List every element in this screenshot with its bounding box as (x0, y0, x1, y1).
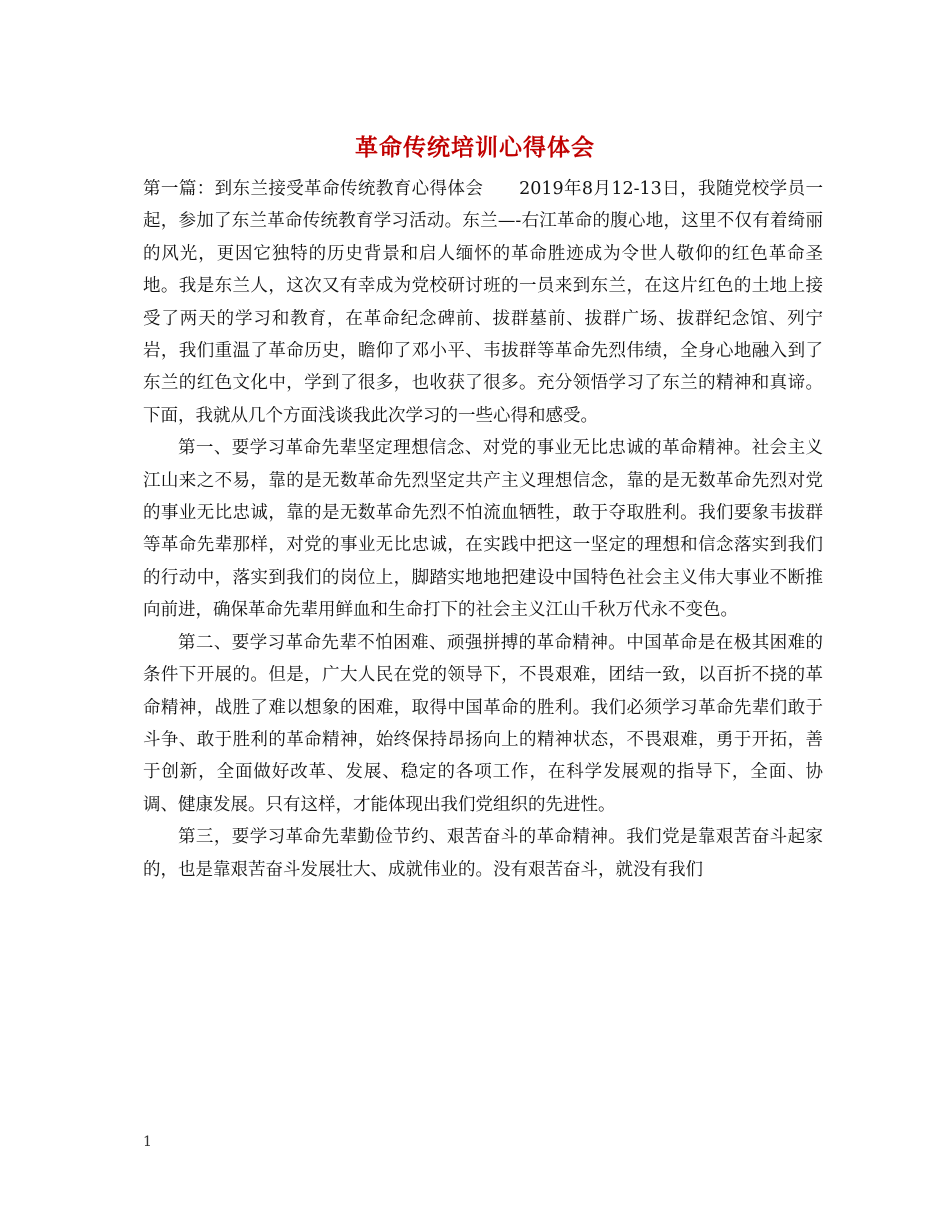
paragraph-2: 第一、要学习革命先辈坚定理想信念、对党的事业无比忠诚的革命精神。社会主义江山来之不易，靠的是无数革命先烈坚定共产主义理想信念，靠的是无数革命先烈对党的事业无比忠诚，靠的是无数革命先烈不怕流血牺牲，敢于夺取胜利。我们要象韦拔群等革命先辈那样，对党的事业无比忠诚，在实践中把这一坚定的理想和信念落实到我们的行动中，落实到我们的岗位上，脚踏实地地把建设中国特色社会主义伟大事业不断推向前进，确保革命先辈用鲜血和生命打下的社会主义江山千秋万代永不变色。 (143, 438, 823, 621)
document-body (143, 173, 823, 886)
paragraph-3: 第二、要学习革命先辈不怕困难、顽强拼搏的革命精神。中国革命是在极其困难的条件下开展的。但是，广大人民在党的领导下，不畏艰难，团结一致，以百折不挠的革命精神，战胜了难以想象的困难，取得中国革命的胜利。我们必须学习革命先辈们敢于斗争、敢于胜利的革命精神，始终保持昂扬向上的精神状态，不畏艰难，勇于开拓，善于创新，全面做好改革、发展、稳定的各项工作，在科学发展观的指导下，全面、协调、健康发展。只有这样，才能体现出我们党组织的先进性。 (143, 632, 823, 815)
page-number: 1 (143, 1134, 152, 1150)
paragraph-1: 第一篇：到东兰接受革命传统教育心得体会 2019年8月12-13日，我随党校学员一起，参加了东兰革命传统教育学习活动。东兰—-右江革命的腹心地，这里不仅有着绮丽的风光，更因它独特的历史背景和启人缅怀的革命胜迹成为令世人敬仰的红色革命圣地。我是东兰人，这次又有幸成为党校研讨班的一员来到东兰，在这片红色的土地上接受了两天的学习和教育，在革命纪念碑前、拔群墓前、拔群广场、拔群纪念馆、列宁岩，我们重温了革命历史，瞻仰了邓小平、韦拔群等革命先烈伟绩，全身心地融入到了东兰的红色文化中，学到了很多，也收获了很多。充分领悟学习了东兰的精神和真谛。下面，我就从几个方面浅谈我此次学习的一些心得和感受。 (143, 179, 823, 426)
document-title: 革命传统培训心得体会 (355, 134, 595, 161)
paragraph-4: 第三，要学习革命先辈勤俭节约、艰苦奋斗的革命精神。我们党是靠艰苦奋斗起家的，也是靠艰苦奋斗发展壮大、成就伟业的。没有艰苦奋斗，就没有我们 (143, 827, 823, 880)
